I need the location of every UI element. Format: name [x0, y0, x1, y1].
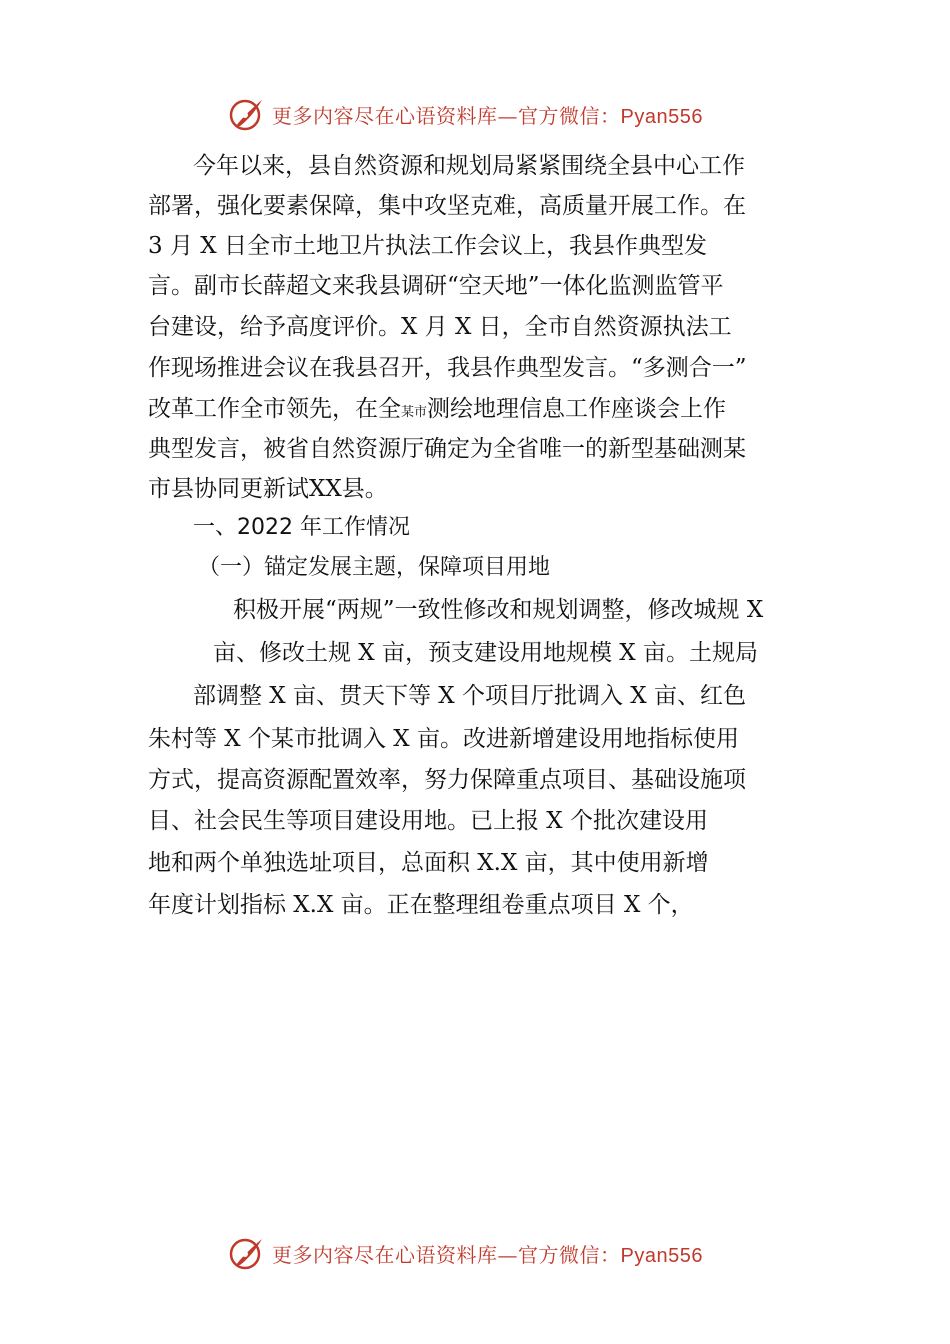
paragraph-line: 作现场推进会议在我县召开，我县作典型发言。“多测合一”	[148, 355, 747, 381]
paragraph-line: 朱村等 X 个某市批调入 X 亩。改进新增建设用地指标使用	[148, 726, 739, 752]
paragraph-line: 市县协同更新试XX县。	[148, 476, 388, 502]
watermark-text: 更多内容尽在心语资料库—官方微信：Pyan556	[272, 1242, 703, 1267]
line-part: 测绘地理信息工作座谈会上作	[427, 396, 727, 422]
paragraph-line: 言。副市长薛超文来我县调研“空天地”一体化监测监管平	[148, 273, 724, 299]
watermark-text: 更多内容尽在心语资料库—官方微信：Pyan556	[272, 103, 703, 128]
paragraph-line: 今年以来，县自然资源和规划局紧紧围绕全县中心工作	[193, 153, 745, 179]
quill-pen-logo-icon	[228, 96, 266, 132]
paragraph-line: 部调整 X 亩、贯天下等 X 个项目厅批调入 X 亩、红色	[193, 683, 746, 709]
paragraph-line: 台建设，给予高度评价。X 月 X 日，全市自然资源执法工	[148, 314, 732, 340]
line-part: 改革工作全市领先，在全	[148, 396, 401, 422]
subsection-heading: （一）锚定发展主题，保障项目用地	[198, 555, 551, 580]
footer-watermark-banner	[228, 1235, 703, 1271]
section-heading: 一、2022 年工作情况	[193, 515, 410, 540]
paragraph-line: 3 月 X 日全市土地卫片执法工作会议上，我县作典型发	[148, 233, 707, 259]
paragraph-line: 积极开展“两规”一致性修改和规划调整，修改城规 X	[233, 597, 764, 623]
quill-pen-logo-icon	[228, 1235, 266, 1271]
inline-small-text: 某市	[401, 405, 428, 420]
paragraph-line	[148, 389, 726, 433]
paragraph-line: 部署，强化要素保障，集中攻坚克难，高质量开展工作。在	[148, 193, 746, 219]
paragraph-line: 目、社会民生等项目建设用地。已上报 X 个批次建设用	[148, 808, 708, 834]
paragraph-line: 亩、修改土规 X 亩，预支建设用地规模 X 亩。土规局	[213, 640, 758, 666]
header-watermark-banner	[228, 96, 703, 132]
paragraph-line: 年度计划指标 X.X 亩。正在整理组卷重点项目 X 个，	[148, 892, 694, 918]
paragraph-line: 方式，提高资源配置效率，努力保障重点项目、基础设施项	[148, 767, 746, 793]
paragraph-line: 地和两个单独选址项目，总面积 X.X 亩，其中使用新增	[148, 850, 709, 876]
paragraph-line: 典型发言，被省自然资源厅确定为全省唯一的新型基础测某	[148, 436, 746, 462]
